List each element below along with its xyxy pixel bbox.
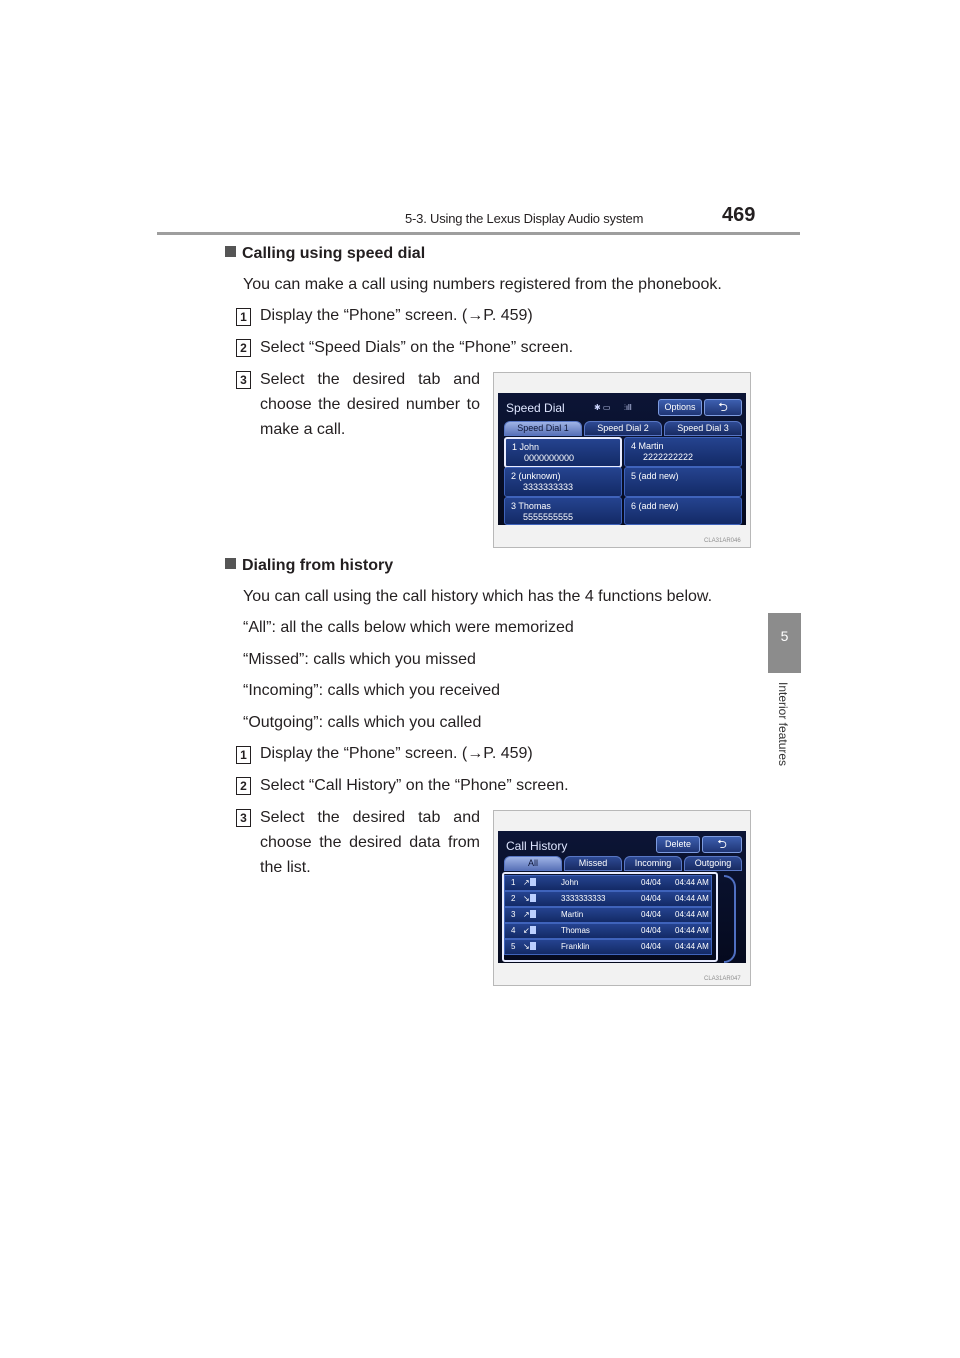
history-item: “Incoming”: calls which you received bbox=[243, 682, 500, 699]
speed-dial-intro: You can make a call using numbers registered from the phonebook. bbox=[243, 276, 722, 293]
delete-button[interactable]: Delete bbox=[656, 836, 700, 853]
step-number: 1 bbox=[236, 746, 251, 764]
speed-dial-entry[interactable]: 3 Thomas 5555555555 bbox=[504, 497, 622, 525]
history-row[interactable]: 1 ↗ John 04/04 04:44 AM bbox=[504, 875, 712, 891]
call-missed-icon: ↘ bbox=[523, 894, 540, 903]
chapter-label: Interior features bbox=[776, 682, 790, 767]
step-text: Select the desired tab and choose the desired number to make a call. bbox=[260, 371, 480, 438]
speed-dial-entry[interactable]: 4 Martin 2222222222 bbox=[624, 437, 742, 467]
history-row[interactable]: 5 ↘ Franklin 04/04 04:44 AM bbox=[504, 939, 712, 955]
back-arrow-icon[interactable]: ⮌ bbox=[704, 399, 742, 416]
step-text: Select “Call History” on the “Phone” screen. bbox=[260, 777, 569, 794]
call-outgoing-icon: ↗ bbox=[523, 910, 540, 919]
page-number: 469 bbox=[722, 204, 756, 226]
speed-dial-entry[interactable]: 2 (unknown) 3333333333 bbox=[504, 467, 622, 497]
chapter-number: 5 bbox=[780, 628, 789, 644]
tab-missed[interactable]: Missed bbox=[564, 856, 622, 871]
back-arrow-icon[interactable]: ⮌ bbox=[702, 836, 742, 853]
step-number: 3 bbox=[236, 371, 251, 389]
speed-dial-screen bbox=[498, 393, 746, 525]
history-row[interactable]: 2 ↘ 3333333333 04/04 04:44 AM bbox=[504, 891, 712, 907]
image-code: CLA31AR046 bbox=[704, 538, 741, 544]
square-bullet-icon bbox=[225, 246, 236, 257]
history-item: “Outgoing”: calls which you called bbox=[243, 714, 482, 731]
call-history-screenshot bbox=[493, 810, 751, 986]
step-number: 2 bbox=[236, 777, 251, 795]
speed-dial-entry[interactable]: 5 (add new) bbox=[624, 467, 742, 497]
screen-title: Speed Dial bbox=[506, 401, 565, 415]
speed-dial-heading: Calling using speed dial bbox=[225, 245, 425, 263]
tab-speed-dial-1[interactable]: Speed Dial 1 bbox=[504, 421, 582, 436]
tab-all[interactable]: All bbox=[504, 856, 562, 871]
speed-dial-screenshot bbox=[493, 372, 751, 548]
header-rule bbox=[157, 232, 800, 235]
options-button[interactable]: Options bbox=[658, 399, 702, 416]
tab-outgoing[interactable]: Outgoing bbox=[684, 856, 742, 871]
history-row[interactable]: 4 ↙ Thomas 04/04 04:44 AM bbox=[504, 923, 712, 939]
tab-incoming[interactable]: Incoming bbox=[624, 856, 682, 871]
scroll-bar[interactable] bbox=[724, 875, 736, 963]
step-text: Select “Speed Dials” on the “Phone” screen. bbox=[260, 339, 574, 356]
image-code: CLA31AR047 bbox=[704, 976, 741, 982]
tab-speed-dial-2[interactable]: Speed Dial 2 bbox=[584, 421, 662, 436]
screen-title: Call History bbox=[506, 839, 568, 853]
step-number: 1 bbox=[236, 308, 251, 326]
step-text: Select the desired tab and choose the desired data from the list. bbox=[260, 809, 480, 876]
section-header-title: 5-3. Using the Lexus Display Audio system bbox=[405, 211, 644, 226]
history-intro: You can call using the call history which has the 4 functions below. bbox=[243, 588, 713, 605]
call-incoming-icon: ↙ bbox=[523, 926, 540, 935]
status-icons: ✱ ▭ ⫶ıll bbox=[594, 403, 632, 412]
call-missed-icon: ↘ bbox=[523, 942, 540, 951]
history-item: “Missed”: calls which you missed bbox=[243, 651, 476, 668]
step-number: 3 bbox=[236, 809, 251, 827]
step-number: 2 bbox=[236, 339, 251, 357]
speed-dial-entry[interactable]: 6 (add new) bbox=[624, 497, 742, 525]
history-item: “All”: all the calls below which were memorized bbox=[243, 619, 574, 636]
step-text: Display the “Phone” screen. (→P. 459) bbox=[260, 745, 533, 762]
call-history-screen bbox=[498, 831, 746, 963]
history-heading: Dialing from history bbox=[225, 557, 393, 575]
step-text: Display the “Phone” screen. (→P. 459) bbox=[260, 307, 533, 324]
square-bullet-icon bbox=[225, 558, 236, 569]
tab-speed-dial-3[interactable]: Speed Dial 3 bbox=[664, 421, 742, 436]
call-outgoing-icon: ↗ bbox=[523, 878, 540, 887]
speed-dial-entry[interactable]: 1 John 0000000000 bbox=[504, 437, 622, 468]
history-row[interactable]: 3 ↗ Martin 04/04 04:44 AM bbox=[504, 907, 712, 923]
